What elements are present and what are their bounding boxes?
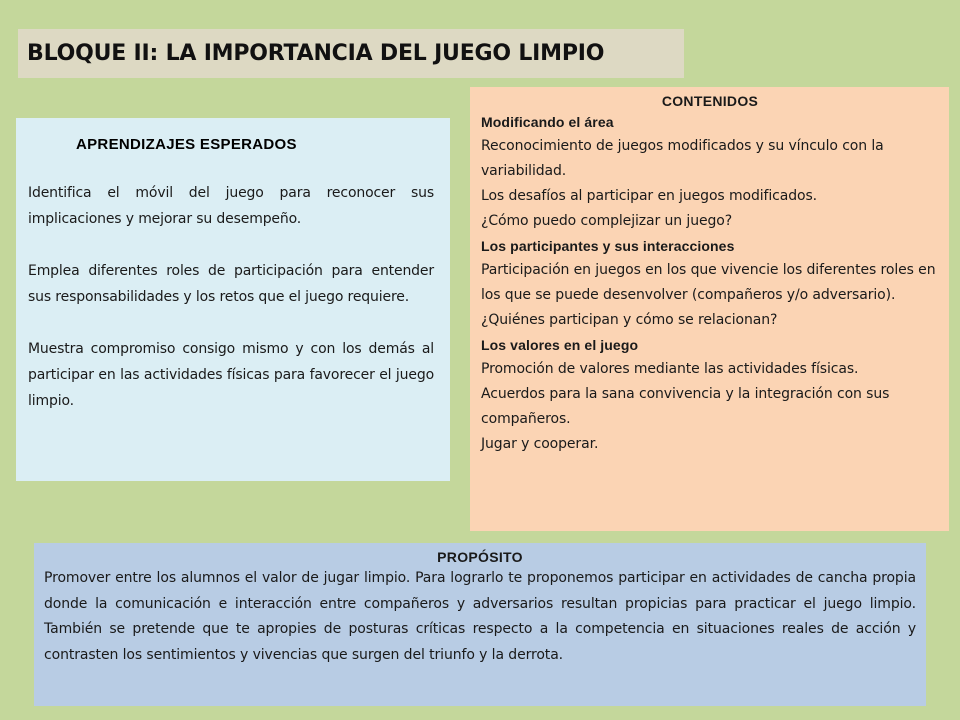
contenidos-line: Reconocimiento de juegos modificados y su vínculo con la variabilidad.: [481, 138, 884, 179]
contenidos-subtitle: Los valores en el juego: [481, 337, 639, 353]
contenidos-line: Promoción de valores mediante las actividades físicas.: [481, 361, 859, 377]
proposito-panel: [34, 543, 926, 706]
aprendizaje-item: Emplea diferentes roles de participación para entender sus responsabilidades y los retos que el juego requiere.: [28, 263, 434, 305]
aprendizajes-panel: [16, 118, 450, 481]
contenidos-line: ¿Quiénes participan y cómo se relacionan?: [481, 312, 778, 328]
contenidos-line: Acuerdos para la sana convivencia y la integración con sus compañeros.: [481, 386, 890, 427]
page-title: BLOQUE II: LA IMPORTANCIA DEL JUEGO LIMPIO: [27, 41, 605, 66]
contenidos-line: Participación en juegos en los que vivencie los diferentes roles en los que se puede desenvolver (compañeros y/o adversario).: [481, 262, 936, 303]
contenidos-panel: [470, 87, 949, 531]
proposito-heading: PROPÓSITO: [437, 549, 523, 565]
proposito-text: Promover entre los alumnos el valor de jugar limpio. Para lograrlo te proponemos participar en actividades de cancha propia donde la comunicación e interacción entre compañeros y adversarios resultan propicias para practicar el juego limpio. También se pretende que te apropies de posturas críticas respecto a la competencia en situaciones reales de acción y contrasten los sentimientos y vivencias que surgen del triunfo y la derrota.: [44, 570, 916, 663]
aprendizaje-item: Identifica el móvil del juego para reconocer sus implicaciones y mejorar su desempeño.: [28, 185, 434, 227]
contenidos-subtitle: Modificando el área: [481, 114, 614, 130]
contenidos-subtitle: Los participantes y sus interacciones: [481, 238, 735, 254]
aprendizaje-item: Muestra compromiso consigo mismo y con los demás al participar en las actividades físicas para favorecer el juego limpio.: [28, 341, 434, 409]
contenidos-line: Jugar y cooperar.: [481, 436, 599, 452]
contenidos-heading: CONTENIDOS: [661, 93, 759, 109]
contenidos-line: Los desafíos al participar en juegos modificados.: [481, 188, 818, 204]
title-banner: [18, 29, 684, 78]
contenidos-line: ¿Cómo puedo complejizar un juego?: [481, 213, 733, 229]
aprendizajes-heading: APRENDIZAJES ESPERADOS: [76, 136, 297, 153]
